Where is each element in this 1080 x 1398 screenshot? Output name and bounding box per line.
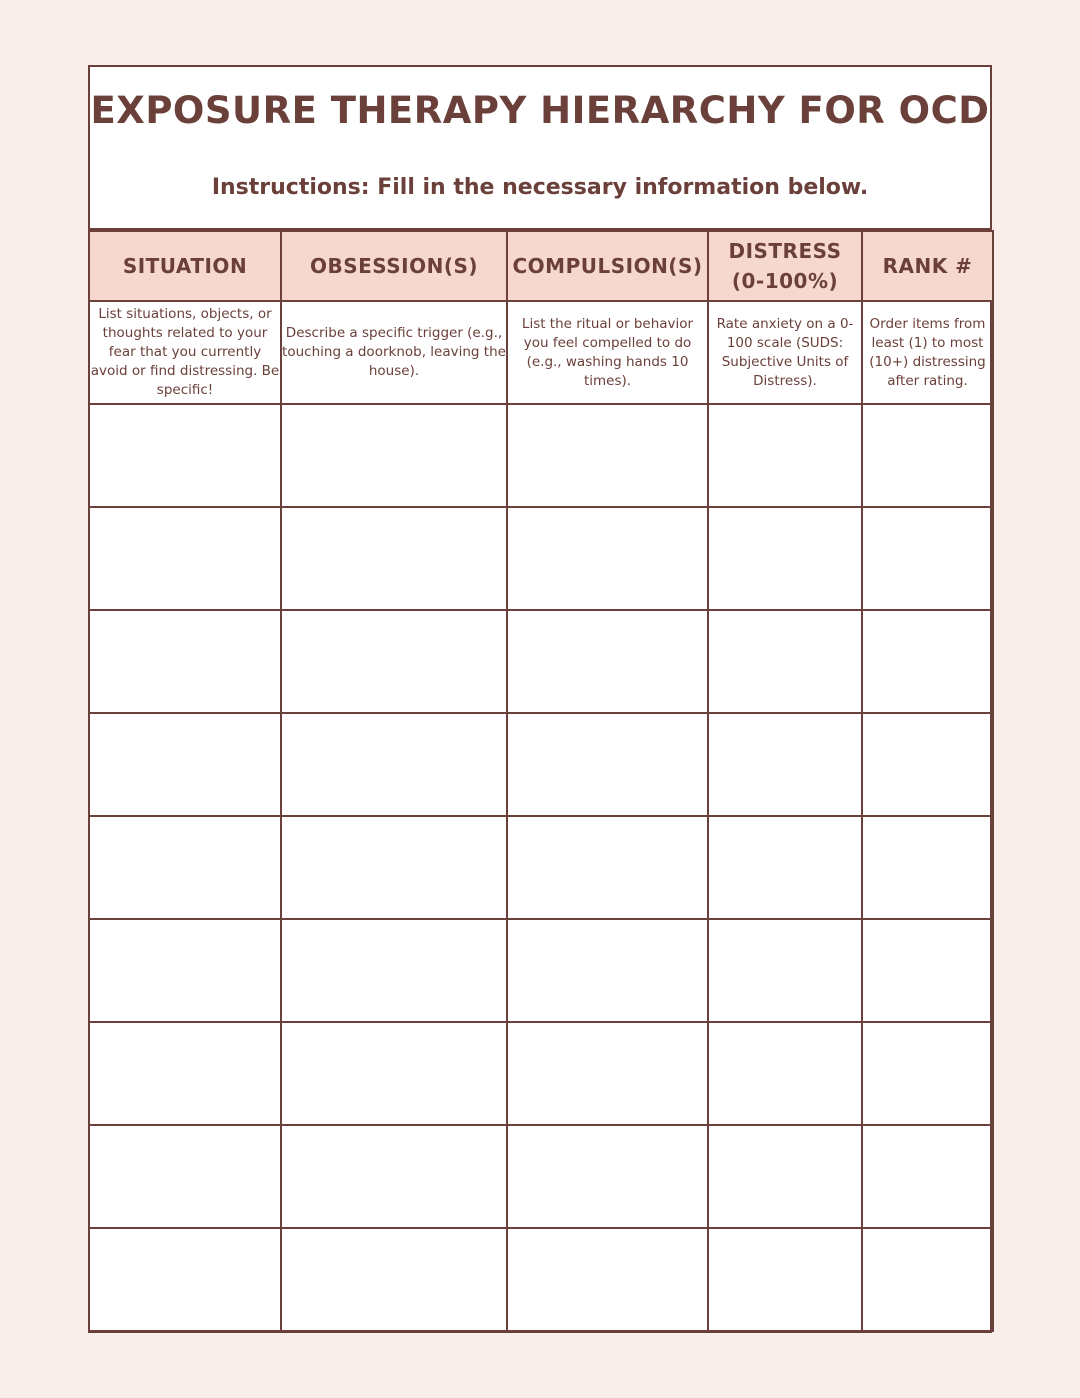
entry-cell-situation[interactable] — [89, 1228, 281, 1331]
entry-cell-situation[interactable] — [89, 404, 281, 507]
entry-cell-compulsions[interactable] — [507, 1125, 708, 1228]
entry-cell-rank[interactable] — [862, 404, 993, 507]
entry-cell-compulsions[interactable] — [507, 919, 708, 1022]
column-header-compulsions: COMPULSION(S) — [507, 231, 708, 301]
table-row — [89, 1125, 993, 1228]
entry-cell-distress[interactable] — [708, 816, 862, 919]
entry-cell-obsessions[interactable] — [281, 507, 507, 610]
hierarchy-table — [88, 230, 994, 1332]
title-block — [90, 67, 990, 230]
table-row — [89, 507, 993, 610]
entry-cell-obsessions[interactable] — [281, 919, 507, 1022]
column-header-obsessions: OBSESSION(S) — [281, 231, 507, 301]
description-compulsions: List the ritual or behavior you feel compelled to do (e.g., washing hands 10 times). — [507, 301, 708, 404]
description-obsessions: Describe a specific trigger (e.g., touching a doorknob, leaving the house). — [281, 301, 507, 404]
entry-cell-obsessions[interactable] — [281, 1022, 507, 1125]
entry-cell-compulsions[interactable] — [507, 816, 708, 919]
instructions-text: Instructions: Fill in the necessary information below. — [211, 175, 869, 200]
table-row — [89, 610, 993, 713]
table-row — [89, 919, 993, 1022]
entry-cell-distress[interactable] — [708, 404, 862, 507]
column-header-distress: DISTRESS (0-100%) — [708, 231, 862, 301]
column-header-situation: SITUATION — [89, 231, 281, 301]
table-row — [89, 1022, 993, 1125]
table-row — [89, 404, 993, 507]
entry-cell-rank[interactable] — [862, 1022, 993, 1125]
entry-cell-situation[interactable] — [89, 713, 281, 816]
entry-cell-distress[interactable] — [708, 713, 862, 816]
entry-cell-compulsions[interactable] — [507, 507, 708, 610]
table-row — [89, 816, 993, 919]
entry-cell-obsessions[interactable] — [281, 1228, 507, 1331]
description-rank: Order items from least (1) to most (10+) distressing after rating. — [862, 301, 993, 404]
entry-cell-rank[interactable] — [862, 1228, 993, 1331]
entry-cell-distress[interactable] — [708, 1228, 862, 1331]
entry-cell-obsessions[interactable] — [281, 816, 507, 919]
entry-cell-rank[interactable] — [862, 816, 993, 919]
entry-cell-situation[interactable] — [89, 1125, 281, 1228]
column-header-rank: RANK # — [862, 231, 993, 301]
entry-cell-compulsions[interactable] — [507, 404, 708, 507]
description-distress: Rate anxiety on a 0-100 scale (SUDS: Subjective Units of Distress). — [708, 301, 862, 404]
entry-cell-distress[interactable] — [708, 1125, 862, 1228]
entry-cell-distress[interactable] — [708, 919, 862, 1022]
entry-cell-obsessions[interactable] — [281, 404, 507, 507]
table-row — [89, 713, 993, 816]
entry-cell-obsessions[interactable] — [281, 1125, 507, 1228]
table-header-row — [89, 231, 993, 301]
table-row — [89, 1228, 993, 1331]
entry-cell-situation[interactable] — [89, 816, 281, 919]
entry-cell-compulsions[interactable] — [507, 1022, 708, 1125]
description-situation: List situations, objects, or thoughts related to your fear that you currently avoid or find distressing. Be specific! — [89, 301, 281, 404]
entry-cell-compulsions[interactable] — [507, 1228, 708, 1331]
entry-cell-distress[interactable] — [708, 507, 862, 610]
entry-cell-situation[interactable] — [89, 610, 281, 713]
page-title: EXPOSURE THERAPY HIERARCHY FOR OCD — [90, 89, 990, 132]
entry-cell-rank[interactable] — [862, 507, 993, 610]
entry-cell-situation[interactable] — [89, 507, 281, 610]
worksheet — [88, 65, 992, 1333]
entry-cell-compulsions[interactable] — [507, 610, 708, 713]
entry-cell-compulsions[interactable] — [507, 713, 708, 816]
entry-cell-situation[interactable] — [89, 1022, 281, 1125]
entry-cell-rank[interactable] — [862, 610, 993, 713]
entry-cell-distress[interactable] — [708, 1022, 862, 1125]
entry-cell-rank[interactable] — [862, 1125, 993, 1228]
entry-cell-distress[interactable] — [708, 610, 862, 713]
entry-cell-rank[interactable] — [862, 919, 993, 1022]
entry-cell-rank[interactable] — [862, 713, 993, 816]
entry-cell-obsessions[interactable] — [281, 713, 507, 816]
entry-cell-obsessions[interactable] — [281, 610, 507, 713]
entry-cell-situation[interactable] — [89, 919, 281, 1022]
table-description-row — [89, 301, 993, 404]
